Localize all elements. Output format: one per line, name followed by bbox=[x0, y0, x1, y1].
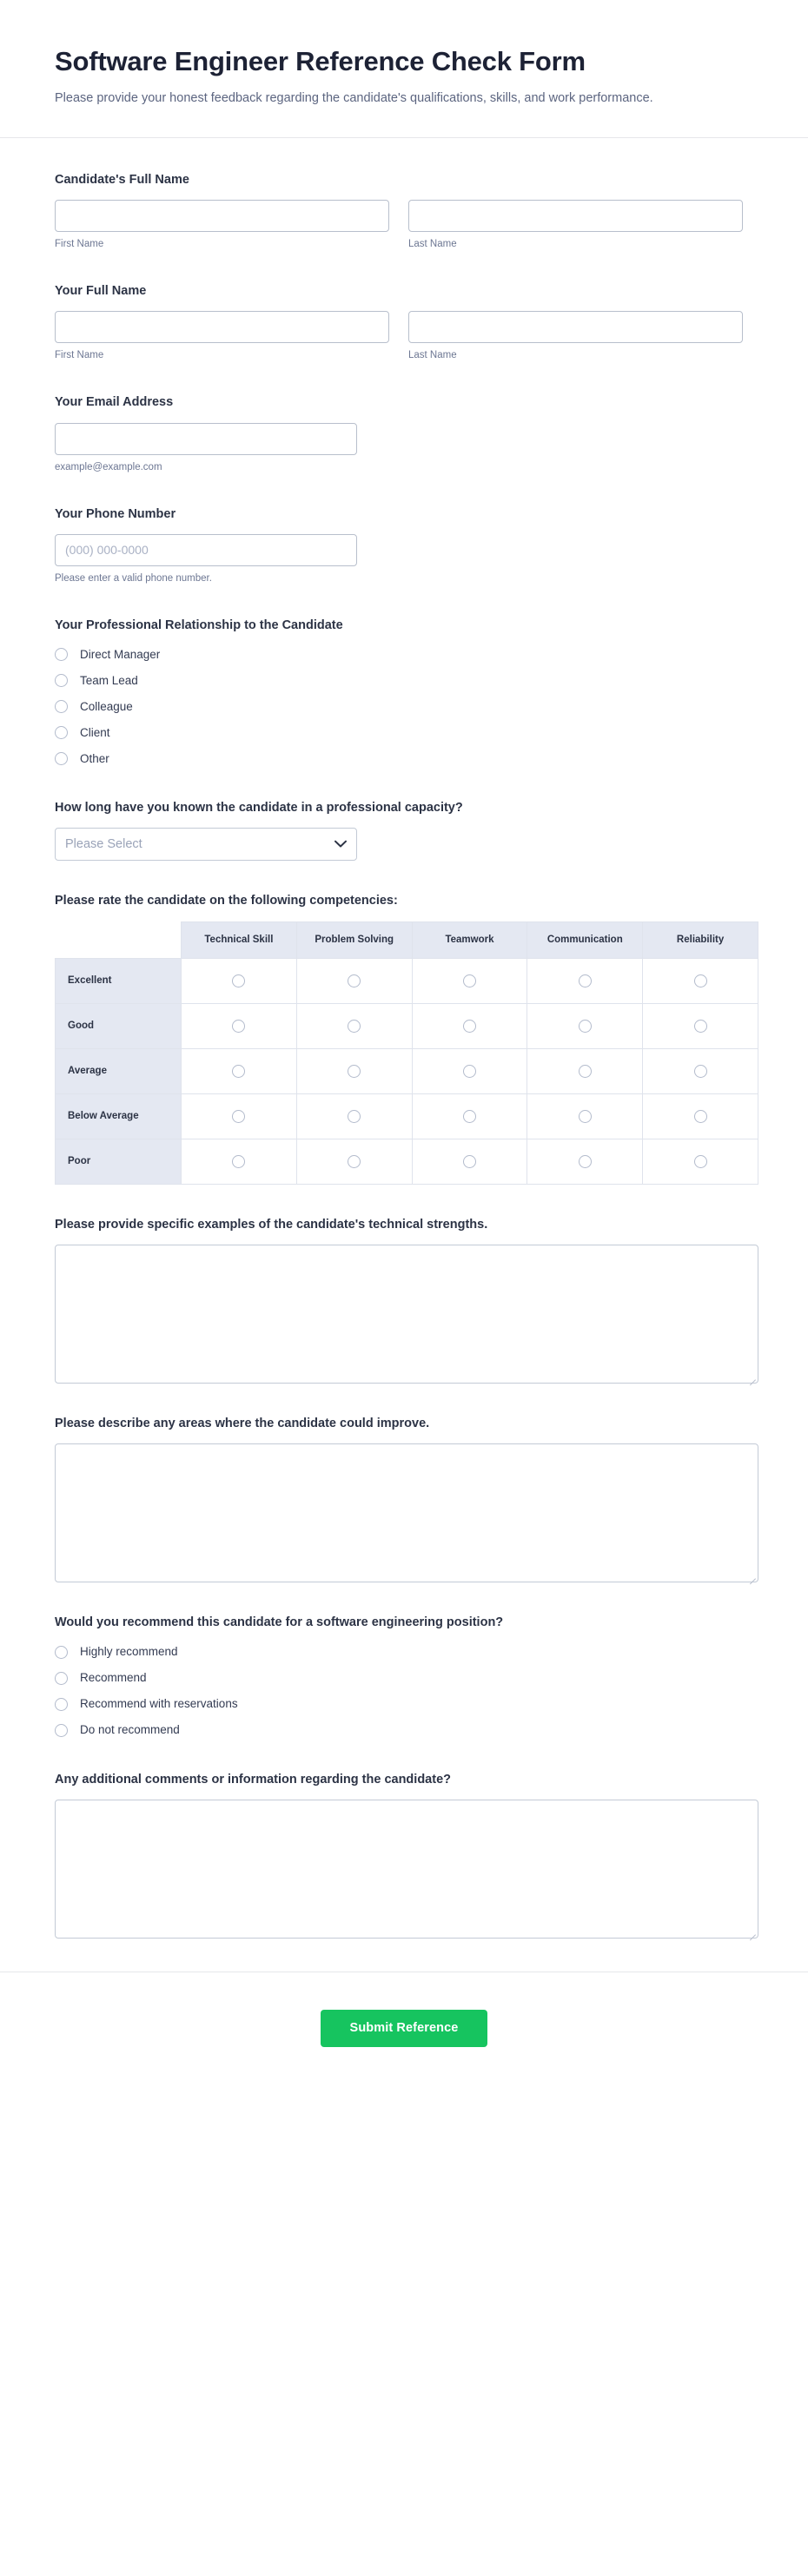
radio-icon[interactable] bbox=[463, 1065, 476, 1078]
recommendation-option-label: Recommend with reservations bbox=[80, 1697, 238, 1711]
duration-select[interactable] bbox=[55, 828, 357, 861]
radio-icon[interactable] bbox=[55, 726, 68, 739]
radio-icon[interactable] bbox=[55, 700, 68, 713]
radio-icon[interactable] bbox=[55, 1724, 68, 1737]
matrix-cell-average-teamwork[interactable] bbox=[412, 1048, 527, 1093]
radio-icon[interactable] bbox=[579, 1155, 592, 1168]
relationship-option-team-lead[interactable] bbox=[55, 671, 753, 690]
radio-icon[interactable] bbox=[232, 1020, 245, 1033]
radio-icon[interactable] bbox=[463, 1155, 476, 1168]
candidate-first-name-group bbox=[55, 200, 389, 251]
submit-reference-button[interactable]: Submit Reference bbox=[321, 2010, 488, 2047]
your-last-name-sublabel: Last Name bbox=[408, 350, 457, 361]
radio-icon[interactable] bbox=[348, 974, 361, 987]
relationship-option-label: Other bbox=[80, 751, 109, 765]
form-header bbox=[0, 0, 808, 138]
recommendation-option-highly-recommend[interactable] bbox=[55, 1643, 753, 1661]
radio-icon[interactable] bbox=[694, 1065, 707, 1078]
matrix-header-row bbox=[56, 921, 758, 958]
candidate-last-name-group bbox=[408, 200, 743, 251]
matrix-row-below-average: Below Average bbox=[56, 1093, 182, 1139]
competency-matrix-wrapper bbox=[55, 921, 753, 1185]
matrix-col-communication: Communication bbox=[527, 921, 643, 958]
radio-icon[interactable] bbox=[463, 974, 476, 987]
technical-strengths-textarea[interactable] bbox=[55, 1245, 758, 1384]
table-row bbox=[56, 1093, 758, 1139]
candidate-first-name-input[interactable] bbox=[55, 200, 389, 232]
duration-label: How long have you known the candidate in a professional capacity? bbox=[55, 801, 463, 816]
improvement-areas-textarea[interactable] bbox=[55, 1443, 758, 1582]
radio-icon[interactable] bbox=[579, 974, 592, 987]
recommendation-radio-group bbox=[55, 1643, 753, 1740]
radio-icon[interactable] bbox=[55, 1698, 68, 1711]
matrix-cell-poor-reliability[interactable] bbox=[643, 1139, 758, 1184]
email-field[interactable] bbox=[55, 423, 357, 455]
duration-select-value: Please Select bbox=[65, 837, 142, 852]
matrix-cell-excellent-teamwork[interactable] bbox=[412, 958, 527, 1003]
field-relationship bbox=[55, 617, 753, 768]
matrix-col-teamwork: Teamwork bbox=[412, 921, 527, 958]
recommendation-option-label: Recommend bbox=[80, 1671, 147, 1685]
radio-icon[interactable] bbox=[694, 974, 707, 987]
matrix-cell-below-average-technical-skill[interactable] bbox=[182, 1093, 297, 1139]
page-title: Software Engineer Reference Check Form bbox=[55, 46, 586, 76]
technical-strengths-wrapper bbox=[55, 1245, 758, 1384]
matrix-cell-poor-problem-solving[interactable] bbox=[296, 1139, 412, 1184]
matrix-row-poor: Poor bbox=[56, 1139, 182, 1184]
radio-icon[interactable] bbox=[55, 752, 68, 765]
relationship-option-label: Direct Manager bbox=[80, 647, 161, 661]
matrix-cell-good-problem-solving[interactable] bbox=[296, 1003, 412, 1048]
radio-icon[interactable] bbox=[579, 1065, 592, 1078]
field-email bbox=[55, 393, 753, 473]
matrix-body bbox=[56, 958, 758, 1184]
matrix-cell-below-average-teamwork[interactable] bbox=[412, 1093, 527, 1139]
your-first-name-input[interactable] bbox=[55, 311, 389, 343]
matrix-cell-average-reliability[interactable] bbox=[643, 1048, 758, 1093]
matrix-header bbox=[56, 921, 758, 958]
additional-comments-wrapper bbox=[55, 1800, 758, 1939]
field-improvement-areas bbox=[55, 1415, 753, 1582]
phone-sublabel: Please enter a valid phone number. bbox=[55, 572, 212, 584]
radio-icon[interactable] bbox=[694, 1110, 707, 1123]
matrix-cell-good-teamwork[interactable] bbox=[412, 1003, 527, 1048]
relationship-option-direct-manager[interactable] bbox=[55, 645, 753, 664]
candidate-last-name-sublabel: Last Name bbox=[408, 239, 457, 250]
field-technical-strengths bbox=[55, 1216, 753, 1384]
recommendation-label: Would you recommend this candidate for a software engineering position? bbox=[55, 1615, 504, 1630]
relationship-label: Your Professional Relationship to the Candidate bbox=[55, 618, 343, 632]
matrix-cell-below-average-problem-solving[interactable] bbox=[296, 1093, 412, 1139]
matrix-col-reliability: Reliability bbox=[643, 921, 758, 958]
radio-icon[interactable] bbox=[232, 974, 245, 987]
your-name-label: Your Full Name bbox=[55, 284, 147, 299]
radio-icon[interactable] bbox=[694, 1155, 707, 1168]
matrix-col-problem-solving: Problem Solving bbox=[296, 921, 412, 958]
radio-icon[interactable] bbox=[232, 1065, 245, 1078]
relationship-radio-group bbox=[55, 645, 753, 768]
matrix-cell-excellent-problem-solving[interactable] bbox=[296, 958, 412, 1003]
radio-icon[interactable] bbox=[55, 1646, 68, 1659]
matrix-cell-excellent-technical-skill[interactable] bbox=[182, 958, 297, 1003]
matrix-cell-below-average-reliability[interactable] bbox=[643, 1093, 758, 1139]
recommendation-option-recommend[interactable] bbox=[55, 1669, 753, 1688]
relationship-option-label: Client bbox=[80, 725, 110, 739]
matrix-row-average: Average bbox=[56, 1048, 182, 1093]
field-competency-matrix bbox=[55, 892, 753, 1184]
recommendation-option-label: Do not recommend bbox=[80, 1723, 180, 1737]
matrix-cell-poor-technical-skill[interactable] bbox=[182, 1139, 297, 1184]
radio-icon[interactable] bbox=[348, 1110, 361, 1123]
form-body bbox=[0, 138, 808, 1939]
matrix-cell-average-problem-solving[interactable] bbox=[296, 1048, 412, 1093]
radio-icon[interactable] bbox=[463, 1110, 476, 1123]
your-last-name-input[interactable] bbox=[408, 311, 743, 343]
duration-select-wrapper bbox=[55, 828, 357, 861]
field-phone bbox=[55, 505, 753, 585]
technical-strengths-label: Please provide specific examples of the candidate's technical strengths. bbox=[55, 1217, 488, 1232]
radio-icon[interactable] bbox=[348, 1155, 361, 1168]
email-label: Your Email Address bbox=[55, 395, 174, 410]
matrix-cell-poor-communication[interactable] bbox=[527, 1139, 643, 1184]
table-row bbox=[56, 1139, 758, 1184]
matrix-row-good: Good bbox=[56, 1003, 182, 1048]
candidate-first-name-sublabel: First Name bbox=[55, 239, 104, 250]
recommendation-option-label: Highly recommend bbox=[80, 1645, 178, 1659]
page-subtitle: Please provide your honest feedback regarding the candidate's qualifications, skills, and work performance. bbox=[55, 91, 653, 106]
radio-icon[interactable] bbox=[348, 1065, 361, 1078]
your-first-name-sublabel: First Name bbox=[55, 350, 104, 361]
your-last-name-group bbox=[408, 311, 743, 362]
radio-icon[interactable] bbox=[232, 1155, 245, 1168]
radio-icon[interactable] bbox=[348, 1020, 361, 1033]
improvement-areas-wrapper bbox=[55, 1443, 758, 1582]
recommendation-option-recommend-with-reservations[interactable] bbox=[55, 1695, 753, 1714]
table-row bbox=[56, 958, 758, 1003]
recommendation-option-do-not-recommend[interactable] bbox=[55, 1721, 753, 1740]
form-footer bbox=[0, 1972, 808, 2099]
candidate-name-label: Candidate's Full Name bbox=[55, 172, 189, 187]
improvement-areas-label: Please describe any areas where the candidate could improve. bbox=[55, 1417, 430, 1431]
radio-icon[interactable] bbox=[55, 648, 68, 661]
table-row bbox=[56, 1048, 758, 1093]
matrix-cell-good-communication[interactable] bbox=[527, 1003, 643, 1048]
relationship-option-client[interactable] bbox=[55, 723, 753, 742]
field-recommendation bbox=[55, 1614, 753, 1739]
your-first-name-group bbox=[55, 311, 389, 362]
relationship-option-label: Team Lead bbox=[80, 673, 138, 687]
relationship-option-colleague[interactable] bbox=[55, 697, 753, 716]
field-your-full-name bbox=[55, 282, 753, 362]
radio-icon[interactable] bbox=[463, 1020, 476, 1033]
radio-icon[interactable] bbox=[579, 1020, 592, 1033]
email-sublabel: example@example.com bbox=[55, 461, 162, 472]
table-row bbox=[56, 1003, 758, 1048]
field-duration bbox=[55, 799, 753, 861]
phone-label: Your Phone Number bbox=[55, 506, 176, 521]
field-additional-comments bbox=[55, 1771, 753, 1939]
matrix-cell-below-average-communication[interactable] bbox=[527, 1093, 643, 1139]
matrix-col-technical-skill: Technical Skill bbox=[182, 921, 297, 958]
radio-icon[interactable] bbox=[694, 1020, 707, 1033]
matrix-cell-good-reliability[interactable] bbox=[643, 1003, 758, 1048]
matrix-cell-poor-teamwork[interactable] bbox=[412, 1139, 527, 1184]
phone-field[interactable] bbox=[55, 534, 357, 566]
matrix-cell-average-technical-skill[interactable] bbox=[182, 1048, 297, 1093]
relationship-option-label: Colleague bbox=[80, 699, 133, 713]
competency-matrix-label: Please rate the candidate on the following competencies: bbox=[55, 894, 398, 908]
radio-icon[interactable] bbox=[55, 674, 68, 687]
matrix-cell-excellent-communication[interactable] bbox=[527, 958, 643, 1003]
matrix-cell-excellent-reliability[interactable] bbox=[643, 958, 758, 1003]
matrix-cell-average-communication[interactable] bbox=[527, 1048, 643, 1093]
additional-comments-textarea[interactable] bbox=[55, 1800, 758, 1939]
additional-comments-label: Any additional comments or information regarding the candidate? bbox=[55, 1772, 451, 1787]
matrix-row-excellent: Excellent bbox=[56, 958, 182, 1003]
relationship-option-other[interactable] bbox=[55, 750, 753, 768]
radio-icon[interactable] bbox=[55, 1672, 68, 1685]
radio-icon[interactable] bbox=[579, 1110, 592, 1123]
competency-matrix-table bbox=[55, 921, 758, 1185]
candidate-last-name-input[interactable] bbox=[408, 200, 743, 232]
field-candidate-full-name bbox=[55, 171, 753, 251]
radio-icon[interactable] bbox=[232, 1110, 245, 1123]
matrix-cell-good-technical-skill[interactable] bbox=[182, 1003, 297, 1048]
matrix-corner-cell bbox=[56, 921, 182, 958]
